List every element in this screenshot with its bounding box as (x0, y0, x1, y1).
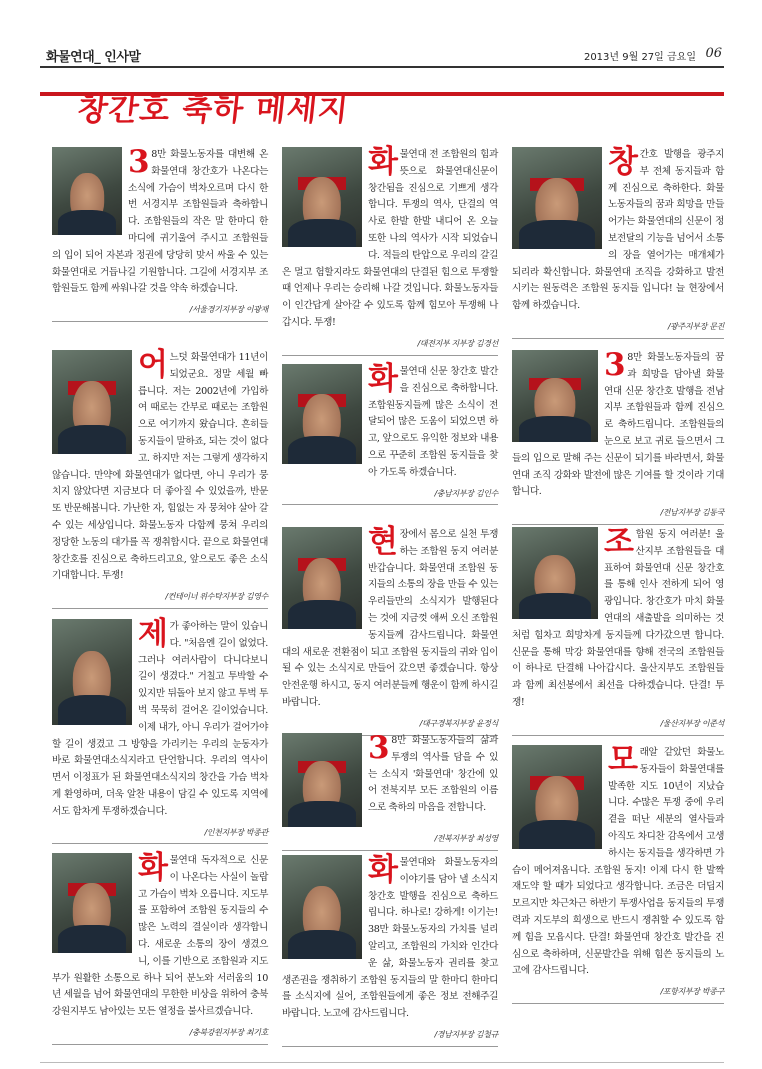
message-text: 물연대와 화물노동자의 이야기를 담아 낼 소식지 창간호 발행을 진심으로 축하드립니다. 하나로! 강하게! 이기는! 38만 화물노동자의 가치를 널리 알리고, 조합원의 가치와 인간다운 삶, 화물노동자 권리를 찾고 생존권을 쟁취하기 조합원 동지들의 말 한마디 한마디를 소식지에 실어, 조합원들에게 좋은 정보 전해주길 바랍니다. 노고에 감사드립니다. (282, 857, 498, 1020)
message-chungbuk (52, 850, 268, 1045)
drop-cap: 3 (128, 144, 150, 180)
portrait-photo (52, 853, 132, 953)
drop-cap: 제 (138, 616, 168, 652)
message-ulsan (512, 524, 724, 736)
message-text: 장에서 몸으로 실천 투쟁하는 조합원 동지 여러분 반갑습니다. 화물연대 조합원 동지들의 소통의 장을 만들 수 있는 우리들만의 소식지가 발행된다는 것에 지금껏 애써 오신 조합원 동지들께 감사드립니다. 화물연대의 새로운 전환점이 되고 조합원 동지들의 귀와 입이 될 수 있는 소식지로 만들어 갔으면 좋겠습니다. 항상 안전운행 하시고, 동지 여러분들께 행운이 함께 하시길 바랍니다. (282, 529, 498, 708)
message-chungnam (282, 361, 498, 505)
portrait-photo (512, 745, 602, 849)
signature: /충북강원지부장 최기호 (52, 1025, 268, 1045)
drop-cap: 화 (138, 850, 168, 886)
message-daejeon (282, 144, 498, 356)
drop-cap: 3 (604, 347, 626, 383)
message-text: 8만 화물노동자를 대변해 온 화물연대 창간호가 나온다는 소식에 가슴이 벅차오르며 다시 한 번 서경지부 조합원들과 축하합니다. 조합원들의 작은 말 한마디 한마디에 귀기울여 주시고 조합원들의 입이 되어 자본과 정권에 당당히 맞서 싸울 수 있는 화물연대로 거듭나길 기원합니다. 그길에 서경지부 조합원들도 함께 싸워나갈 것을 약속 하겠습니다. (52, 149, 268, 295)
portrait-photo (282, 733, 362, 827)
message-text: 래알 같았던 화물노동자들이 화물연대를 발족한 지도 10년이 지났습니다. 수많은 투쟁 중에 우리 곁을 떠난 세분의 열사들과 아직도 차디찬 감옥에서 고생하시는 동지들을 생각하면 가슴이 메어져옵니다. 조합원 동지! 이제 다시 한 발짝 재도약 할 때가 되었다고 생각합니다. 조금은 더딥지 모르지만 차근차근 하반기 투쟁사업을 동지들의 투쟁력과 지도부의 희생으로 반드시 쟁취할 수 있도록 함께 힘을 모읍시다. 단결! 화물연대 창간호 발간을 진심으로 축하하며, 신문발간을 위해 힘쓴 동지들의 노고에 감사드립니다. (512, 747, 724, 977)
signature: /대전지부 지부장 김경선 (282, 336, 498, 356)
page-header (40, 44, 724, 68)
section-name: 화물연대_ 인사말 (46, 50, 141, 65)
signature: /경남지부장 김철규 (282, 1027, 498, 1047)
footer-rule (40, 1062, 724, 1063)
signature: /전남지부장 김동국 (512, 505, 724, 525)
issue-date: 2013년 9월 27일 금요일 (583, 52, 696, 63)
page-number: 06 (705, 46, 722, 61)
portrait-photo (52, 147, 122, 235)
drop-cap: 모 (608, 742, 638, 778)
portrait-photo (282, 147, 362, 247)
signature: /포항지부장 박종구 (512, 984, 724, 1004)
signature: /울산지부장 이준석 (512, 716, 724, 736)
message-pohang (512, 742, 724, 1004)
drop-cap: 조 (604, 524, 634, 560)
message-text: 느덧 화물연대가 11년이 되었군요. 정말 세월 빠릅니다. 저는 2002년에 가입하여 때로는 간부로 때로는 조합원으로 여기까지 왔습니다. 흔히들 동지들이 말하죠, 되는 것이 없다고. 하지만 저는 그렇게 생각하지 않습니다. 만약에 화물연대가 없다면, 아니 우리가 뭉치지 않았다면 지금보다 더 좋아질 수 있었을까, 반문 또 반문해봅니다. 가난한 자, 힘없는 자 뭉쳐야 살아 갈 수 있는 세상입니다. 화물노동자 다함께 뭉쳐 우리의 정당한 노동의 대가를 꼭 쟁취합시다. 끝으로 화물연대 창간호를 진심으로 축하드리고요, 앞으로도 좋은 소식 기대합니다. 투쟁! (52, 352, 268, 582)
signature: /인천지부장 박종관 (52, 825, 268, 845)
portrait-photo (282, 527, 362, 629)
drop-cap: 화 (368, 361, 398, 397)
signature: /충남지부장 김인수 (282, 486, 498, 506)
drop-cap: 3 (368, 730, 390, 766)
portrait-photo (512, 147, 602, 249)
portrait-photo (282, 855, 362, 959)
message-seoul (52, 144, 268, 322)
message-daegu (282, 524, 498, 736)
drop-cap: 창 (608, 144, 638, 180)
message-jeonbuk (282, 730, 498, 851)
message-text: 물연대 신문 창간호 발간을 진심으로 축하합니다. 조합원동지들께 많은 소식이 전달되어 많은 도움이 되었으면 하고, 앞으로도 유익한 정보와 내용으로 꾸준히 조합원 동지들을 찾아 가도록 하겠습니다. (368, 366, 498, 478)
drop-cap: 어 (138, 347, 168, 383)
signature: /컨테이너 위수탁지부장 김영수 (52, 589, 268, 609)
page-title: 창간호 축하 메세지 (75, 92, 351, 128)
drop-cap: 현 (368, 524, 398, 560)
drop-cap: 화 (368, 144, 398, 180)
message-text: 가 좋아하는 말이 있습니다. "처음엔 길이 없었다. 그러나 여러사람이 다니다보니 길이 생겼다." 거칠고 투박할 수 있지만 뒤돌아 보지 않고 투벅 투벅 묵묵히 걸어온 길이었습니다. 이제 내가, 아니 우리가 걸어가야할 길이 생겼고 그 방향을 가리키는 우리의 눈동자가 바로 화물연대소식지라고 단언합니다. 우리의 역사이면서 이정표가 된 화물연대소식지의 창간을 가슴 벅차게 환영하며, 더욱 알찬 내용이 담길 수 있도록 지역에서도 함차게 투쟁하겠습니다. (52, 621, 268, 817)
portrait-photo (282, 364, 362, 464)
message-text: 물연대 독자적으로 신문이 나온다는 사실이 놀랍고 가슴이 벅차 오릅니다. 지도부를 포함하여 조합원 동지들의 수많은 노력의 결실이라 생각합니다. 새로운 소통의 장이 생겼으니, 이를 기반으로 조합원과 지도부가 원활한 소통으로 하나 되어 분노와 서러움의 10년 세월을 넘어 화물연대의 무한한 비상을 위하여 충북강원지부도 남아있는 모든 열정을 불사르겠습니다. (52, 855, 268, 1018)
message-text: 8만 화물노동자들의 삶과 투쟁의 역사를 담을 수 있는 소식지 '화물연대' 창간에 있어 전북지부 모든 조합원의 이름으로 축하의 마음을 전합니다. (368, 735, 498, 814)
message-gyeongnam (282, 852, 498, 1047)
portrait-photo (512, 350, 598, 442)
message-container (52, 347, 268, 609)
message-incheon (52, 616, 268, 844)
message-gwangju (512, 144, 724, 339)
message-text: 물연대 전 조합원의 힘과 뜻으로 화물연대신문이 창간됨을 진심으로 기쁘게 생각합니다. 투쟁의 역사, 단결의 역사로 한발 한발 내디어 온 오늘 또한 나의 역사가 시작 되었습니다. 적들의 탄압으로 우리의 갈길은 멀고 험할지라도 화물연대의 단결된 힘으로 투쟁할 때 언제나 우리는 승리해 나갈 것입니다. 화물노동자들이 인간답게 살아갈 수 있도록 함께 힘모아 투쟁해 나갑시다. 투쟁! (282, 149, 498, 328)
signature: /광주지부장 문진 (512, 319, 724, 339)
message-text: 8만 화물노동자들의 꿈과 희망을 담아낼 화물연대 신문 창간호 발행을 전남지부 조합원들과 함께 진심으로 축하드립니다. 조합원들의 눈으로 보고 귀로 들으면서 그들의 입으로 말해 주는 신문이 되기를 바라면서, 화물연대 조직 강화와 발전에 많은 기여를 할 것이라 기대합니다. (512, 352, 724, 498)
portrait-photo (52, 350, 132, 454)
signature: /대구경북지부장 윤정식 (282, 716, 498, 736)
message-text: 간호 발행을 광주지부 전체 동지들과 함께 진심으로 축하한다. 화물노동자들의 꿈과 희망을 만들어가는 화물연대의 신문이 정보전달의 기능을 넘어서 소통의 장을 열어가는 매개체가 되리라 확신합니다. 화물연대 조직을 강화하고 발전시키는 원동력은 조합원 동지들 입니다! 늘 현장에서 함께 하겠습니다. (512, 149, 724, 312)
signature: /전북지부장 최성영 (282, 831, 498, 851)
portrait-photo (52, 619, 132, 725)
signature: /서울경기지부장 이광재 (52, 302, 268, 322)
drop-cap: 화 (368, 852, 398, 888)
portrait-photo (512, 527, 598, 619)
message-text: 합원 동지 여러분! 울산지부 조합원들을 대표하여 화물연대 신문 창간호를 통해 인사 전하게 되어 영광입니다. 창간호가 마치 화물연대의 새출발을 의미하는 것처럼 힘차고 희망차게 동지들께 다가갔으면 합니다. 신문을 통해 막강 화물연대를 향해 전국의 조합원들이 하나로 단결해 나아갑시다. 울산지부도 조합원들과 함께 최선봉에서 최선을 다하겠습니다. 단결! 투쟁! (512, 529, 724, 708)
message-jeonnam (512, 347, 724, 525)
